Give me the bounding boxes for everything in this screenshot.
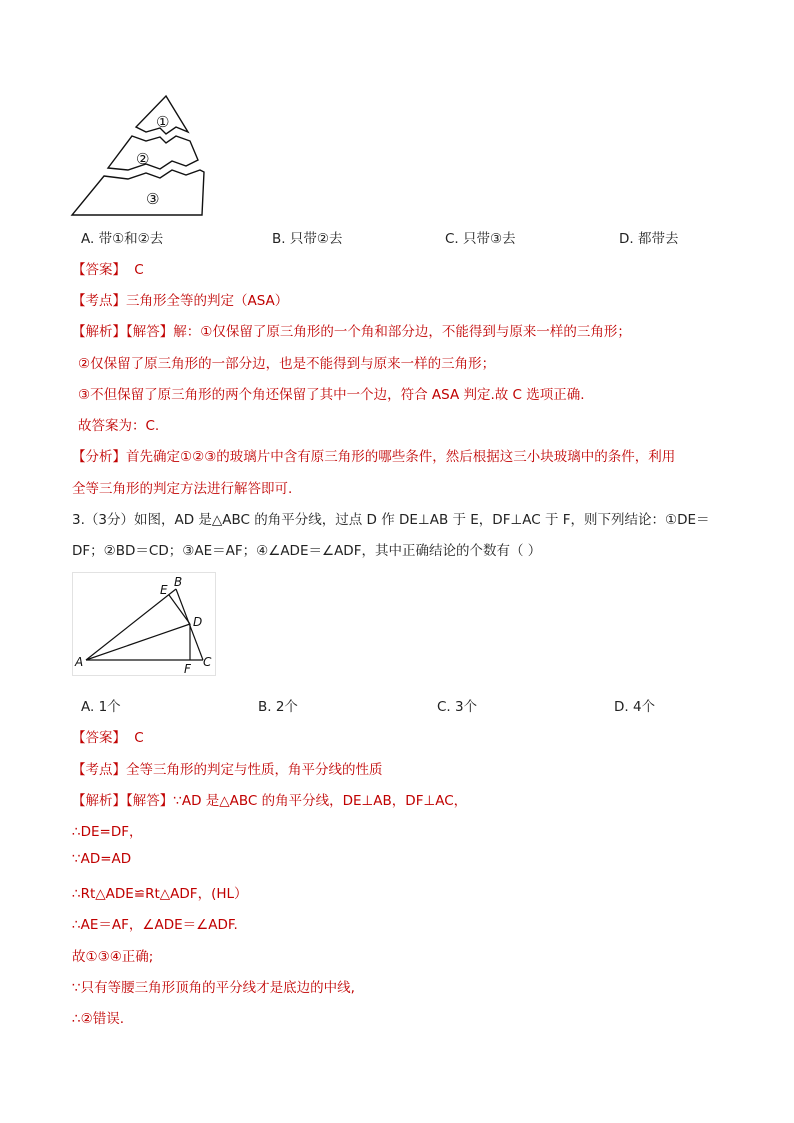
q3-proof-line-4: ∴AE＝AF，∠ADE＝∠ADF. — [72, 917, 238, 933]
piece1-label: ① — [156, 113, 170, 131]
jiexi-text-1: 解：①仅保留了原三角形的一个角和部分边，不能得到与原来一样的三角形； — [173, 324, 631, 340]
answer-value: C — [134, 262, 144, 278]
q3-option-d: D. 4个 — [614, 699, 656, 715]
answer-tag: 【答案】 — [72, 730, 126, 746]
point-e-label: E — [160, 583, 168, 597]
q3-proof-line-1: ∴DE=DF， — [72, 824, 143, 840]
q2-option-a: A. 带①和②去 — [81, 231, 164, 247]
answer-tag: 【答案】 — [72, 262, 126, 278]
q3-proof-line-2: ∵AD=AD — [72, 851, 132, 867]
q2-option-b: B. 只带②去 — [272, 231, 343, 247]
q3-proof-line-3: ∴Rt△ADE≌Rt△ADF，(HL） — [72, 886, 248, 902]
jiexi-tag: 【解析】【解答】 — [72, 324, 174, 340]
jiexi-text-1: ∵AD 是△ABC 的角平分线，DE⊥AB，DF⊥AC， — [173, 793, 468, 809]
point-d-label: D — [193, 615, 203, 629]
kaodian-text: 三角形全等的判定（ASA） — [126, 293, 289, 309]
q2-fenxi-line-2: 全等三角形的判定方法进行解答即可. — [72, 481, 293, 497]
q2-jiexi-line-3: ③不但保留了原三角形的两个角还保留了其中一个边，符合 ASA 判定.故 C 选项正确. — [78, 387, 585, 403]
broken-triangle-figure — [68, 92, 208, 220]
q2-kaodian-line — [72, 289, 288, 309]
point-b-label: B — [174, 575, 183, 589]
q3-option-a: A. 1个 — [81, 699, 121, 715]
point-a-label: A — [75, 655, 84, 669]
q3-option-b: B. 2个 — [258, 699, 298, 715]
q2-option-d: D. 都带去 — [619, 231, 679, 247]
piece2-label: ② — [136, 150, 150, 168]
point-c-label: C — [203, 655, 212, 669]
q2-jiexi-line-4: 故答案为：C. — [78, 418, 160, 434]
q3-proof-line-6: ∵只有等腰三角形顶角的平分线才是底边的中线, — [72, 980, 355, 996]
q3-stem-line-1: 3.（3分）如图，AD 是△ABC 的角平分线，过点 D 作 DE⊥AB 于 E，DF⊥AC 于 F，则下列结论：①DE＝ — [72, 512, 710, 528]
q3-option-c: C. 3个 — [437, 699, 478, 715]
piece3-label: ③ — [146, 190, 160, 208]
fenxi-tag: 【分析】 — [72, 449, 126, 465]
fenxi-text-1: 首先确定①②③的玻璃片中含有原三角形的哪些条件，然后根据这三小块玻璃中的条件，利用 — [126, 449, 676, 465]
q2-fenxi-line-1 — [72, 445, 675, 465]
q3-proof-line-5: 故①③④正确; — [72, 949, 154, 965]
q2-option-c: C. 只带③去 — [445, 231, 516, 247]
q3-kaodian-line — [72, 758, 383, 778]
q3-answer-line — [72, 726, 144, 746]
jiexi-tag: 【解析】【解答】 — [72, 793, 174, 809]
point-f-label: F — [184, 662, 191, 676]
q3-stem-line-2: DF；②BD＝CD；③AE＝AF；④∠ADE＝∠ADF，其中正确结论的个数有（ ） — [72, 543, 542, 559]
angle-bisector-figure — [72, 572, 218, 678]
q2-jiexi-line-2: ②仅保留了原三角形的一部分边，也是不能得到与原来一样的三角形； — [78, 356, 496, 372]
q3-proof-line-7: ∴②错误. — [72, 1011, 124, 1027]
answer-value: C — [134, 730, 144, 746]
q2-answer-line — [72, 258, 144, 278]
kaodian-tag: 【考点】 — [72, 293, 126, 309]
q3-jiexi-line-1 — [72, 789, 467, 809]
kaodian-text: 全等三角形的判定与性质，角平分线的性质 — [126, 762, 383, 778]
kaodian-tag: 【考点】 — [72, 762, 126, 778]
q2-jiexi-line-1 — [72, 320, 631, 340]
